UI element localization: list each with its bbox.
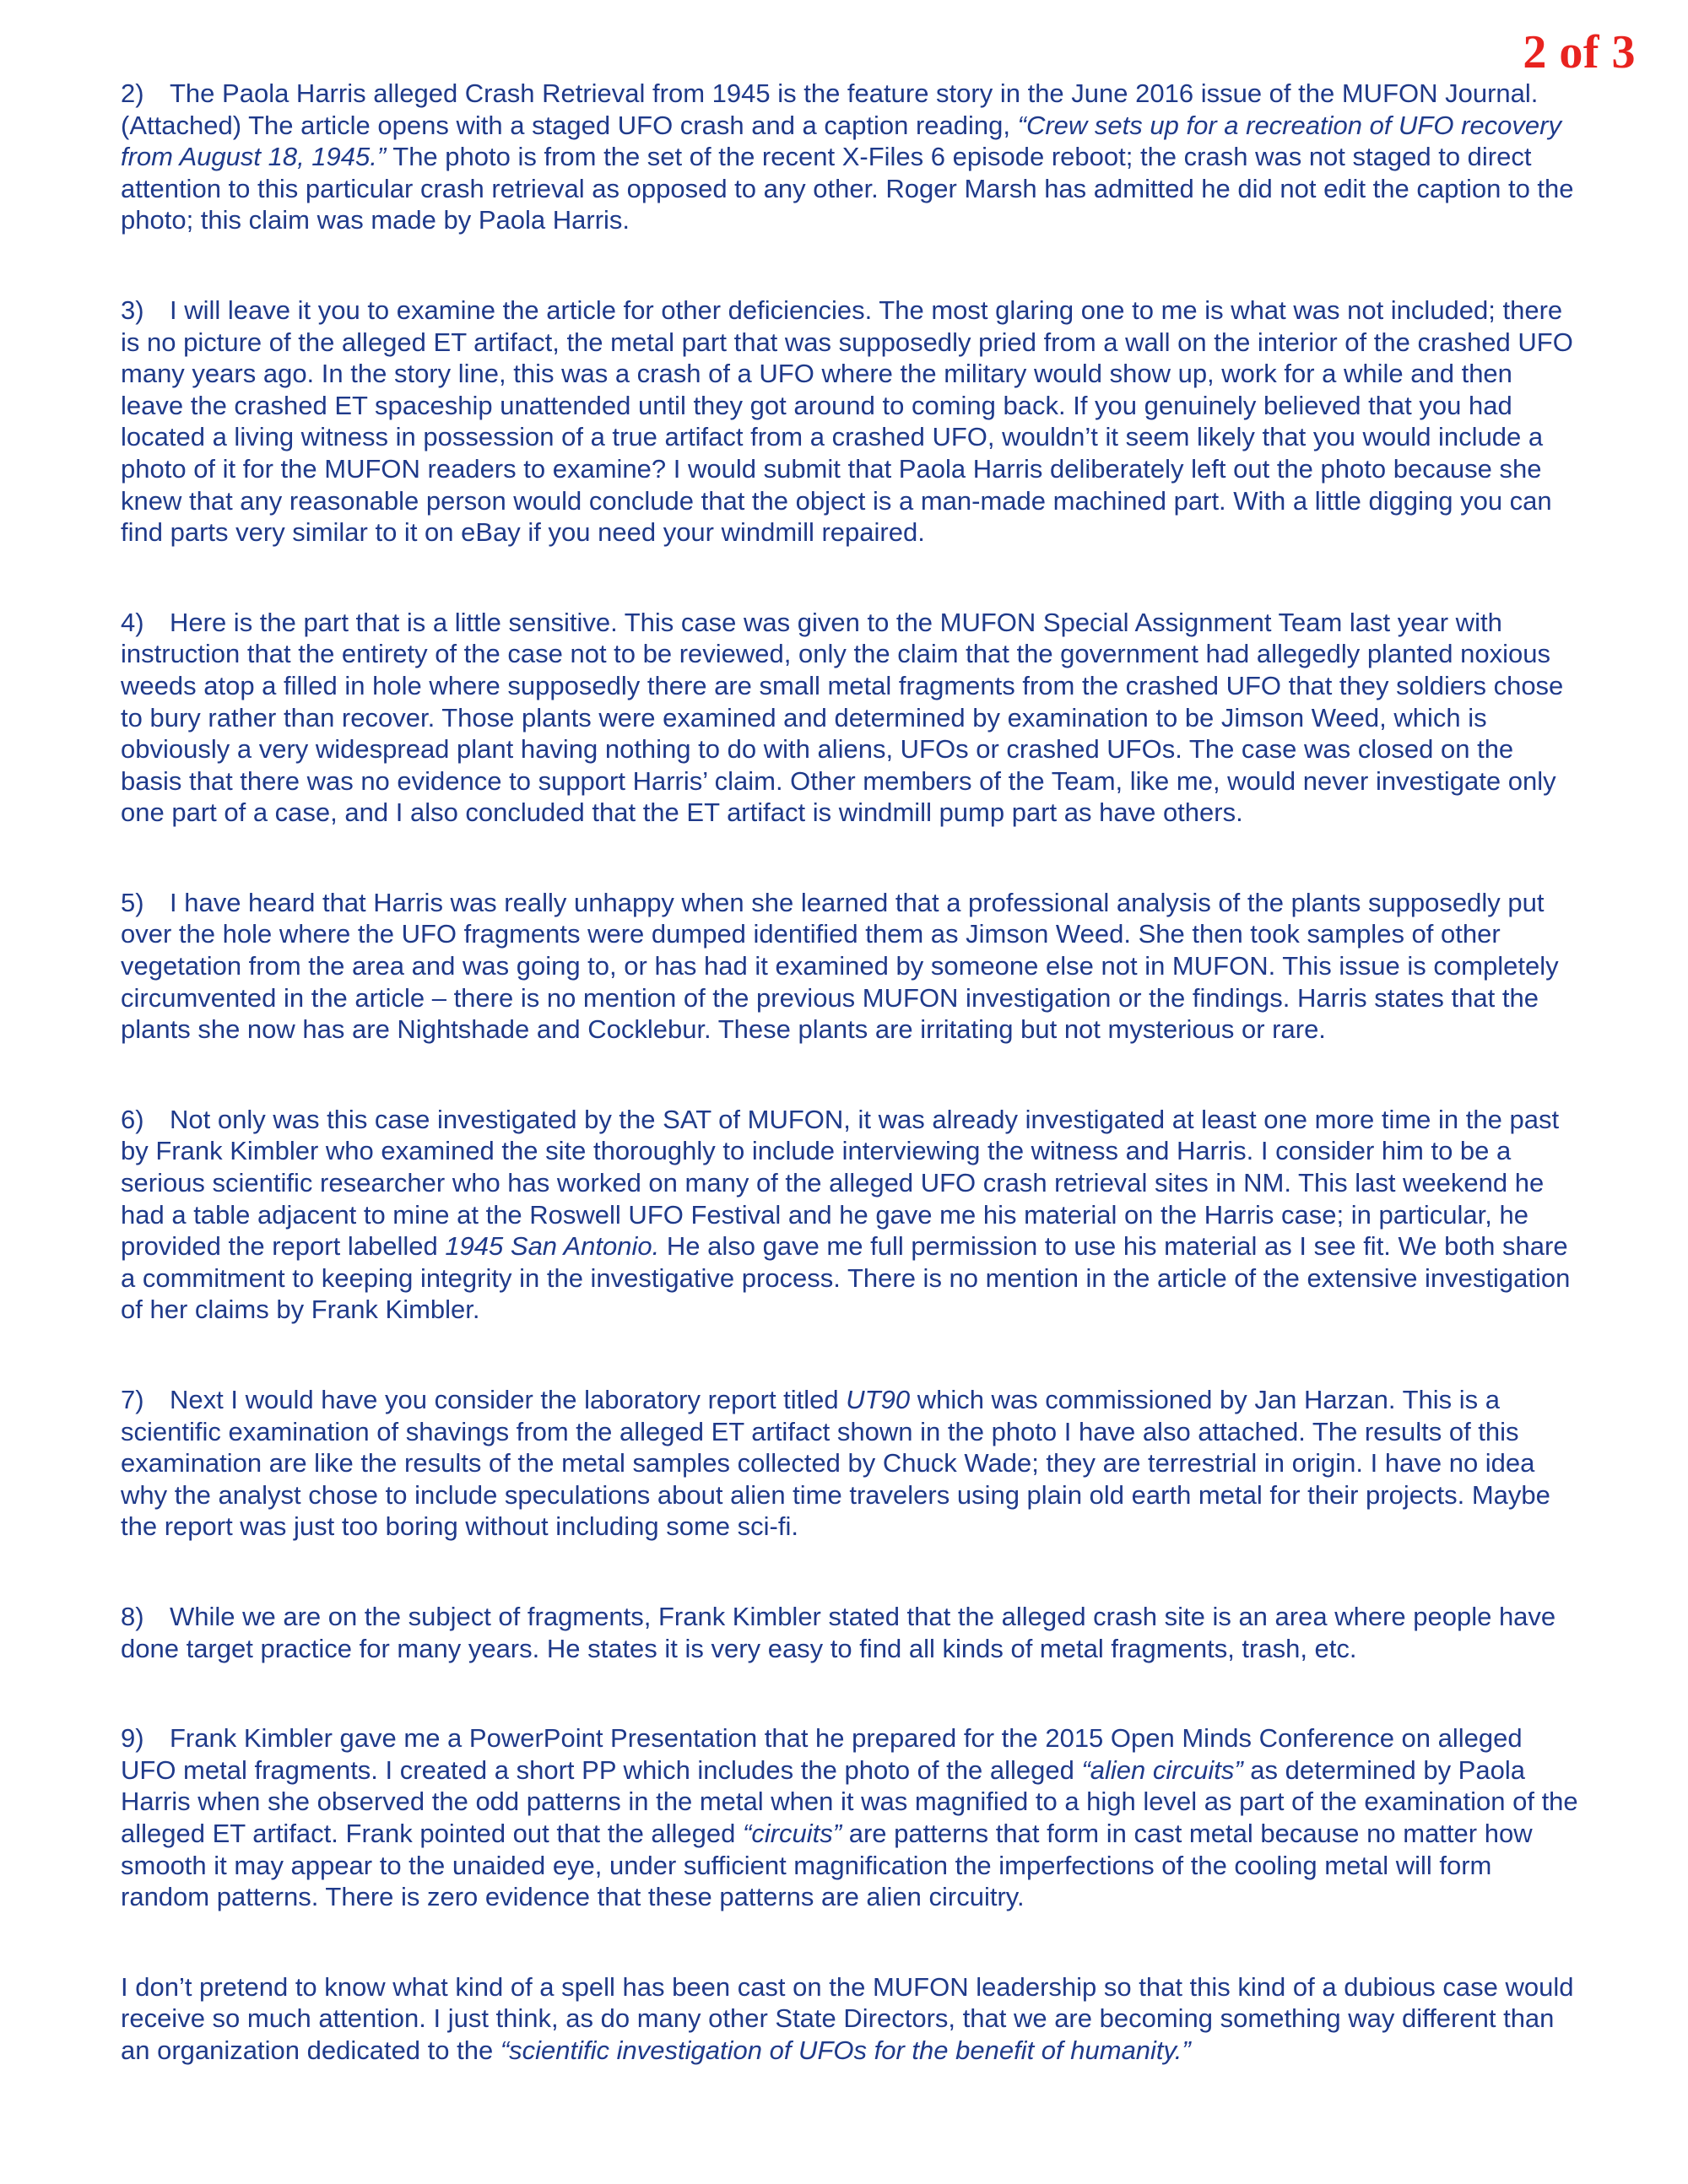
report-title: 1945 San Antonio. [445, 1231, 660, 1262]
text-run: I will leave it you to examine the article for other deficiencies. The most glaring one to me is what was not included; there is no picture of the alleged ET artifact, the metal part that was supposedly pried from a wall on the interior of the crashed UFO many years ago. In the story line, this was a crash of a UFO where the military would show up, work for a while and then leave the crashed ET spaceship unattended until they got around to coming back. If you genuinely believed that you had located a living witness in possession of a true artifact from a crashed UFO, wouldn’t it seem likely that you would include a photo of it for the MUFON readers to examine? I would submit that Paola Harris deliberately left out the photo because she knew that any reasonable person would conclude that the object is a man-made machined part. With a little digging you can find parts very similar to it on eBay if you need your windmill repaired. [121, 295, 1573, 548]
text-run: as determined by Paola Harris when she observed the odd patterns in the metal when it was magnified to a high level as part of the examination of the alleged ET artifact. Frank pointed out that the alleged [121, 1754, 1578, 1848]
paragraph-number: 4) [121, 607, 144, 637]
mission-quote: “scientific investigation of UFOs for the benefit of humanity.” [500, 2035, 1191, 2065]
text-run: The photo is from the set of the recent X-Files 6 episode reboot; the crash was not staged to direct attention to this particular crash retrieval as opposed to any other. Roger Marsh has admitted he did not edit the caption to the photo; this claim was made by Paola Harris. [121, 142, 1574, 235]
paragraph-6 [121, 1104, 1581, 1326]
paragraph-number: 3) [121, 295, 144, 325]
paragraph-number: 9) [121, 1723, 144, 1754]
paragraph-number: 5) [121, 887, 144, 917]
text-run: I don’t pretend to know what kind of a spell has been cast on the MUFON leadership so that this kind of a dubious case would receive so much attention. I just think, as do many other State Directors, that we are becoming something way different than an organization dedicated to the [121, 1971, 1574, 2065]
text-run: Frank Kimbler gave me a PowerPoint Presentation that he prepared for the 2015 Open Minds Conference on alleged UFO metal fragments. I created a short PP which includes the photo of the alleged [121, 1723, 1523, 1785]
paragraph-number: 6) [121, 1104, 144, 1134]
paragraph-7 [121, 1384, 1581, 1543]
text-run: Not only was this case investigated by the SAT of MUFON, it was already investigated at least one more time in the past by Frank Kimbler who examined the site thoroughly to include interviewing the witness and Harris. I consider him to be a serious scientific researcher who has worked on many of the alleged UFO crash retrieval sites in NM. This last weekend he had a table adjacent to mine at the Roswell UFO Festival and he gave me his material on the Harris case; in particular, he provided the report labelled [121, 1104, 1560, 1262]
paragraph-number: 2) [121, 78, 144, 108]
paragraph-3 [121, 295, 1581, 549]
caption-quote: “Crew sets up for a recreation of UFO recovery from August 18, 1945.” [121, 110, 1561, 172]
paragraph-4 [121, 607, 1581, 829]
text-run: are patterns that form in cast metal because no matter how smooth it may appear to the unaided eye, under sufficient magnification the imperfections of the cooling metal will form random patterns. There is zero evidence that these patterns are alien circuitry. [121, 1818, 1533, 1912]
paragraph-number: 8) [121, 1601, 144, 1631]
text-run: which was commissioned by Jan Harzan. This is a scientific examination of shavings from the alleged ET artifact shown in the photo I have also attached. The results of this examination are like the results of the metal samples collected by Chuck Wade; they are terrestrial in origin. I have no idea why the analyst chose to include speculations about alien time travelers using plain old earth metal for their projects. Maybe the report was just too boring without including some sci-fi. [121, 1385, 1550, 1542]
letter-body [121, 78, 1581, 2067]
paragraph-9 [121, 1722, 1581, 1913]
closing-paragraph [121, 1971, 1581, 2067]
text-run: The Paola Harris alleged Crash Retrieval from 1945 is the feature story in the June 2016 issue of the MUFON Journal. (Attached) The article opens with a staged UFO crash and a caption reading, [121, 78, 1539, 140]
text-run: While we are on the subject of fragments, Frank Kimbler stated that the alleged crash site is an area where people have done target practice for many years. He states it is very easy to find all kinds of metal fragments, trash, etc. [121, 1601, 1556, 1663]
paragraph-2 [121, 78, 1581, 236]
paragraph-number: 7) [121, 1385, 144, 1414]
page-number: 2 of 3 [1523, 26, 1636, 78]
paragraph-8 [121, 1601, 1581, 1664]
report-title: UT90 [846, 1385, 911, 1414]
quoted-term: “circuits” [743, 1818, 842, 1848]
text-run: I have heard that Harris was really unhappy when she learned that a professional analysis of the plants supposedly put over the hole where the UFO fragments were dumped identified them as Jimson Weed. She then took samples of other vegetation from the area and was going to, or has had it examined by someone else not in MUFON. This issue is completely circumvented in the article – there is no mention of the previous MUFON investigation or the findings. Harris states that the plants she now has are Nightshade and Cocklebur. These plants are irritating but not mysterious or rare. [121, 887, 1559, 1045]
text-run: Next I would have you consider the laboratory report titled [170, 1385, 847, 1414]
paragraph-5 [121, 887, 1581, 1046]
quoted-term: “alien circuits” [1081, 1754, 1243, 1785]
text-run: Here is the part that is a little sensitive. This case was given to the MUFON Special Assignment Team last year with instruction that the entirety of the case not to be reviewed, only the claim that the government had allegedly planted noxious weeds atop a filled in hole where supposedly there are small metal fragments from the crashed UFO that they soldiers chose to bury rather than recover. Those plants were examined and determined by examination to be Jimson Weed, which is obviously a very widespread plant having nothing to do with aliens, UFOs or crashed UFOs. The case was closed on the basis that there was no evidence to support Harris’ claim. Other members of the Team, like me, would never investigate only one part of a case, and I also concluded that the ET artifact is windmill pump part as have others. [121, 607, 1564, 828]
text-run: He also gave me full permission to use his material as I see fit. We both share a commitment to keeping integrity in the investigative process. There is no mention in the article of the extensive investigation of her claims by Frank Kimbler. [121, 1231, 1571, 1325]
